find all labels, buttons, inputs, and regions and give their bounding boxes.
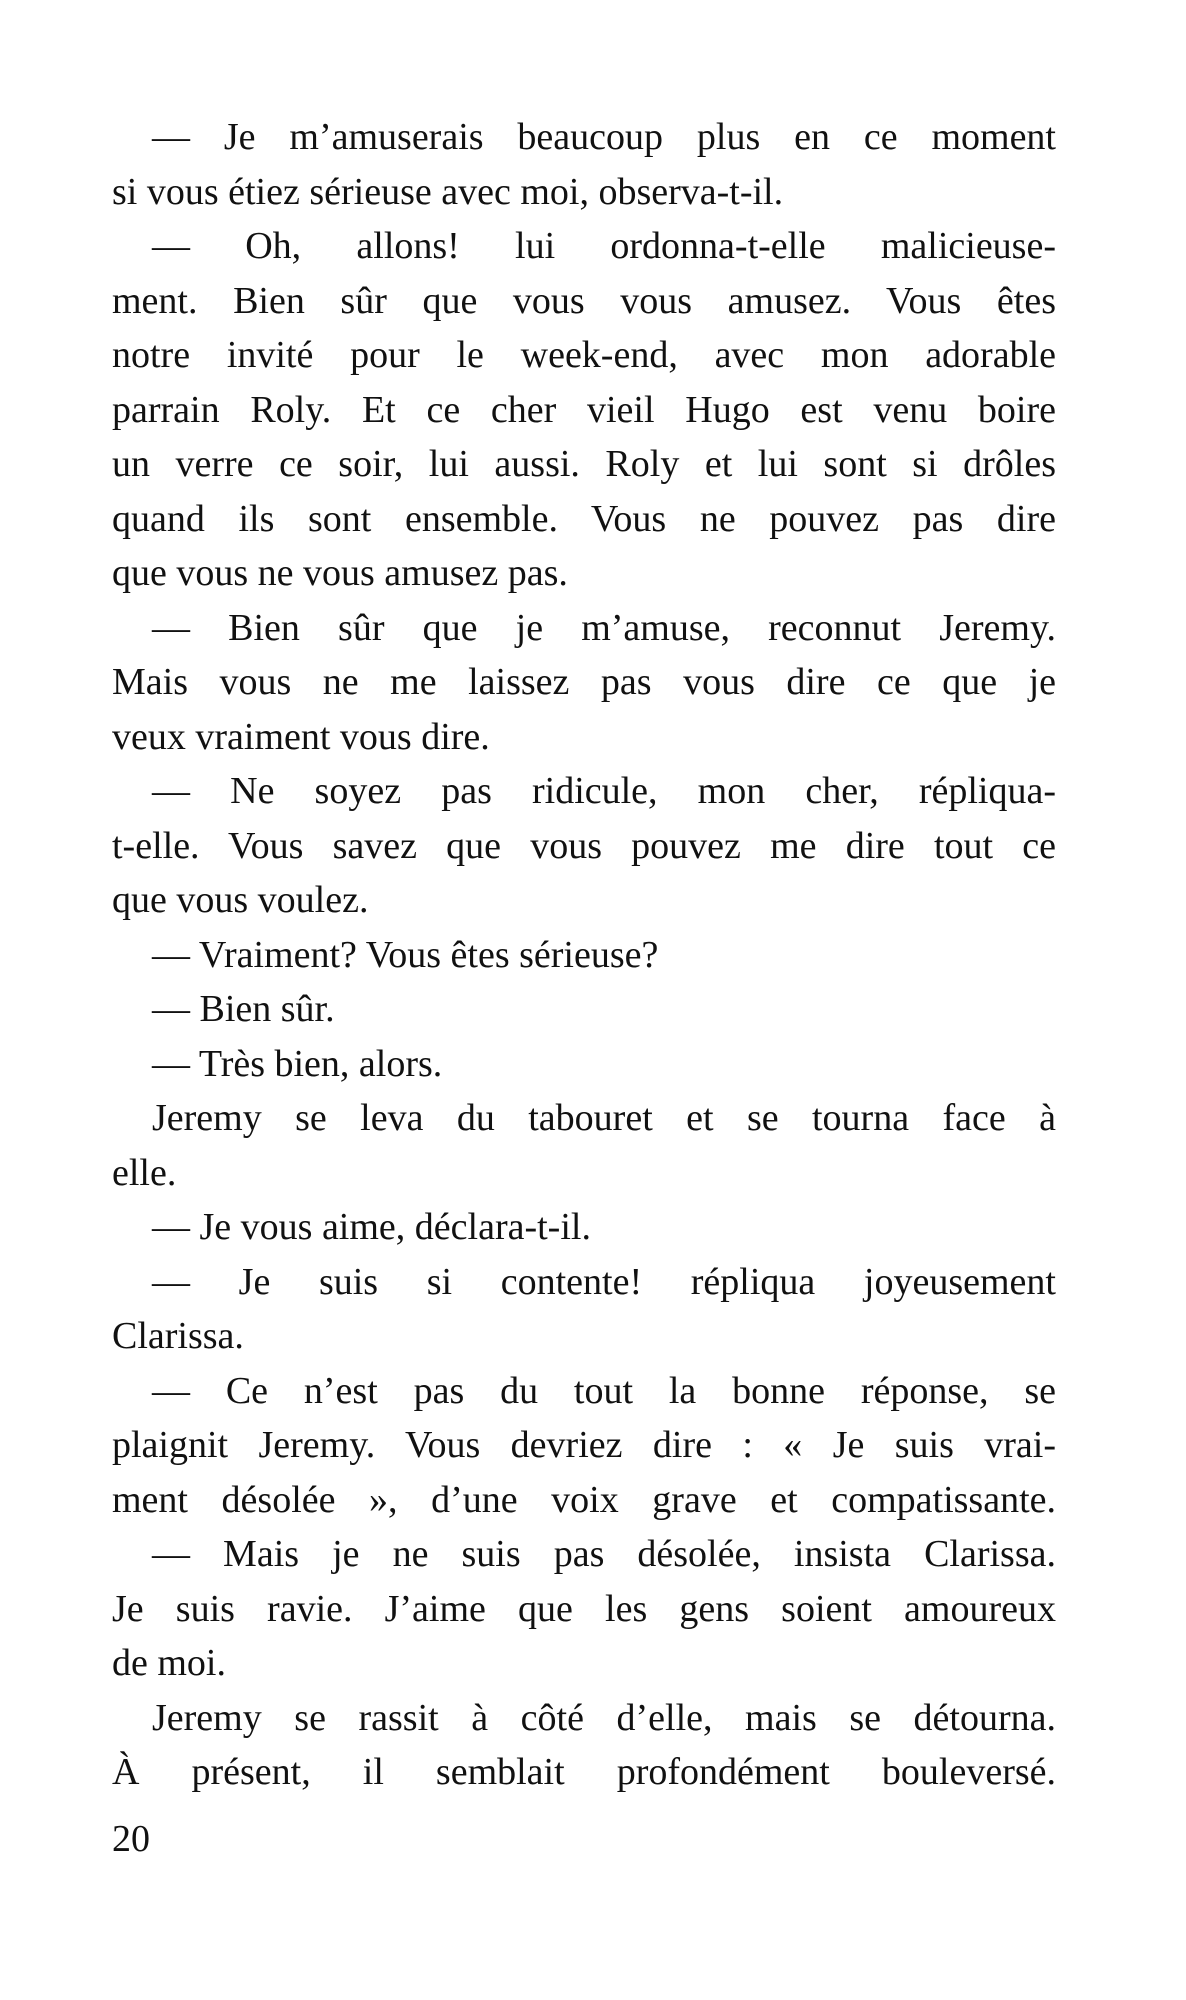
text-line: — Vraiment? Vous êtes sérieuse? bbox=[152, 933, 659, 976]
text-line: — Je m’amuserais beaucoup plus en ce moment bbox=[152, 116, 1056, 158]
text-line: quand ils sont ensemble. Vous ne pouvez pas dire bbox=[112, 497, 1056, 540]
text-line: si vous étiez sérieuse avec moi, observa-t-il. bbox=[112, 170, 784, 213]
text-line: parrain Roly. Et ce cher vieil Hugo est venu boire bbox=[112, 388, 1056, 431]
text-line: Clarissa. bbox=[112, 1315, 244, 1357]
text-line: que vous ne vous amusez pas. bbox=[112, 552, 568, 594]
text-line: Jeremy se leva du tabouret et se tourna face à bbox=[152, 1097, 1056, 1139]
text-line: veux vraiment vous dire. bbox=[112, 715, 490, 758]
text-line: notre invité pour le week-end, avec mon adorable bbox=[112, 334, 1056, 376]
page-number: 20 bbox=[112, 1818, 150, 1860]
text-line: que vous voulez. bbox=[112, 879, 369, 921]
text-line: — Bien sûr. bbox=[152, 988, 335, 1030]
text-line: t-elle. Vous savez que vous pouvez me dire tout ce bbox=[112, 824, 1056, 867]
text-line: un verre ce soir, lui aussi. Roly et lui sont si drôles bbox=[112, 443, 1056, 485]
text-line: Jeremy se rassit à côté d’elle, mais se détourna. bbox=[152, 1696, 1056, 1739]
text-line: ment désolée », d’une voix grave et compatissante. bbox=[112, 1478, 1056, 1521]
text-line: Je suis ravie. J’aime que les gens soient amoureux bbox=[112, 1587, 1056, 1630]
text-line: elle. bbox=[112, 1151, 177, 1194]
text-line: — Bien sûr que je m’amuse, reconnut Jeremy. bbox=[152, 606, 1056, 649]
text-line: — Je suis si contente! répliqua joyeusement bbox=[152, 1260, 1056, 1303]
text-line: — Je vous aime, déclara-t-il. bbox=[152, 1206, 591, 1248]
body-text bbox=[112, 110, 1056, 1800]
text-line: Mais vous ne me laissez pas vous dire ce que je bbox=[112, 661, 1056, 703]
text-line: À présent, il semblait profondément bouleversé. bbox=[112, 1751, 1056, 1793]
text-line: — Ne soyez pas ridicule, mon cher, répliqua- bbox=[152, 770, 1056, 812]
text-line: plaignit Jeremy. Vous devriez dire : « Je suis vrai- bbox=[112, 1424, 1056, 1466]
text-line: de moi. bbox=[112, 1642, 226, 1684]
text-line: — Très bien, alors. bbox=[152, 1042, 443, 1085]
text-line: — Ce n’est pas du tout la bonne réponse, se bbox=[152, 1369, 1056, 1412]
text-line: — Oh, allons! lui ordonna-t-elle malicieuse- bbox=[152, 225, 1056, 267]
text-line: — Mais je ne suis pas désolée, insista Clarissa. bbox=[152, 1533, 1056, 1575]
text-line: ment. Bien sûr que vous vous amusez. Vous êtes bbox=[112, 279, 1056, 322]
